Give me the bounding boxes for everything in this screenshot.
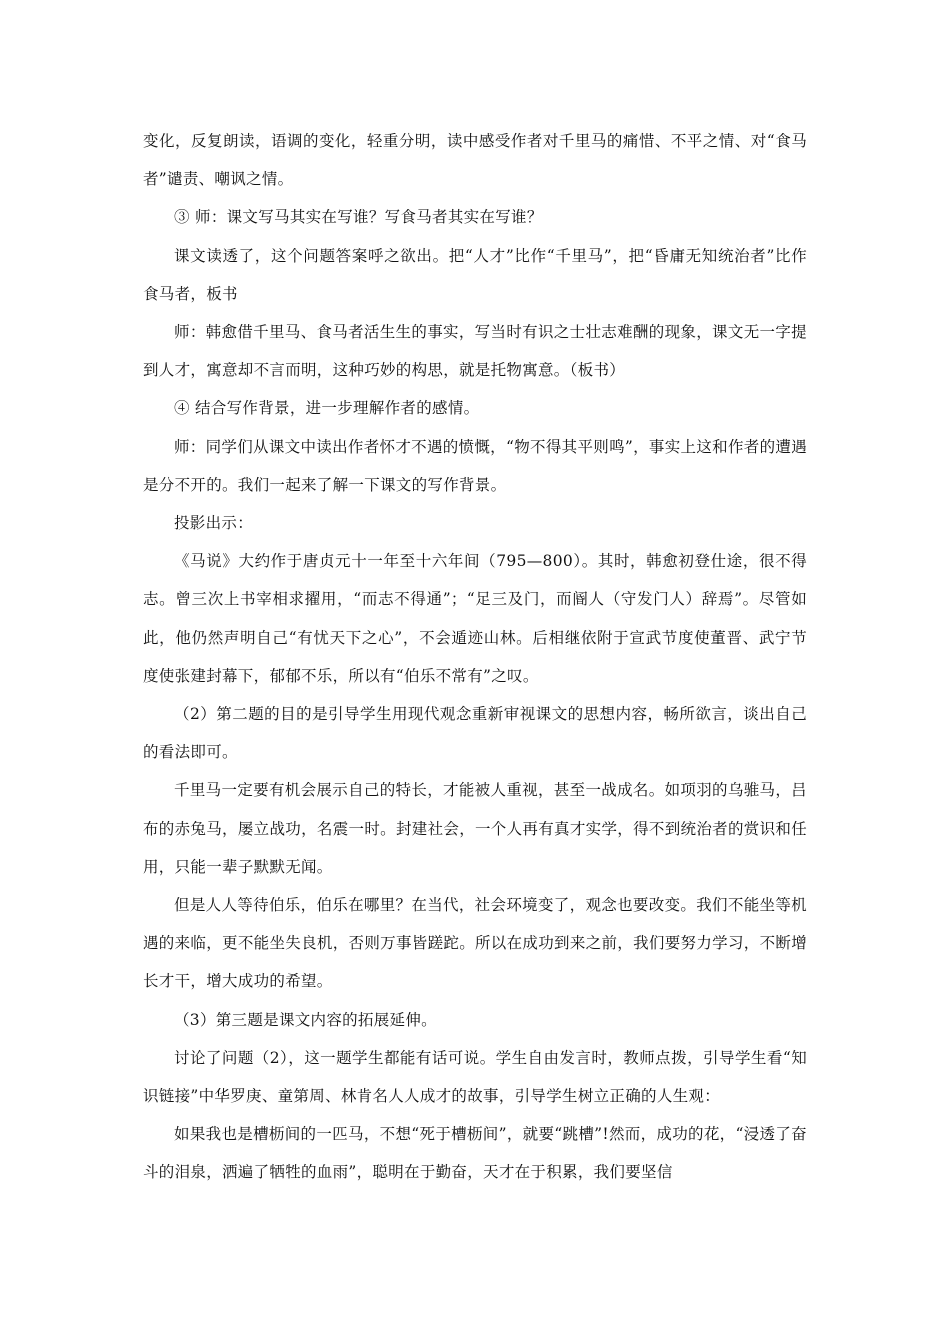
paragraph: 师：韩愈借千里马、食马者活生生的事实，写当时有识之士壮志难酬的现象，课文无一字提到人才，寓意却不言而明，这种巧妙的构思，就是托物寓意。（板书） — [143, 323, 807, 380]
paragraph: （3）第三题是课文内容的拓展延伸。 — [174, 1010, 437, 1029]
document-body — [143, 122, 807, 1192]
paragraph: 课文读透了，这个问题答案呼之欲出。把“人才”比作“千里马”，把“昏庸无知统治者”比作食马者，板书 — [143, 246, 807, 303]
paragraph: 投影出示： — [174, 514, 254, 533]
paragraph: 变化，反复朗读，语调的变化，轻重分明，读中感受作者对千里马的痛惜、不平之情、对“食马者”谴责、嘲讽之情。 — [143, 132, 807, 189]
paragraph: 但是人人等待伯乐，伯乐在哪里？在当代，社会环境变了，观念也要改变。我们不能坐等机遇的来临，更不能坐失良机，否则万事皆蹉跎。所以在成功到来之前，我们要努力学习，不断增长才干，增大成功的希望。 — [143, 896, 807, 991]
paragraph: （2）第二题的目的是引导学生用现代观念重新审视课文的思想内容，畅所欲言，谈出自己的看法即可。 — [143, 705, 807, 762]
paragraph: ③ 师：课文写马其实在写谁？写食马者其实在写谁？ — [174, 208, 543, 227]
paragraph: 讨论了问题（2），这一题学生都能有话可说。学生自由发言时，教师点拨，引导学生看“知识链接”中华罗庚、童第周、林肯名人人成才的故事，引导学生树立正确的人生观： — [143, 1048, 807, 1106]
paragraph: 师：同学们从课文中读出作者怀才不遇的愤慨，“物不得其平则鸣”，事实上这和作者的遭遇是分不开的。我们一起来了解一下课文的写作背景。 — [143, 437, 807, 494]
paragraph: 如果我也是槽枥间的一匹马，不想“死于槽枥间”，就要“跳槽”!然而，成功的花，“浸透了奋斗的泪泉，洒遍了牺牲的血雨”，聪明在于勤奋，天才在于积累，我们要坚信 — [143, 1125, 807, 1182]
quoted-background-paragraph: 《马说》大约作于唐贞元十一年至十六年间（795—800）。其时，韩愈初登仕途，很不得志。曾三次上书宰相求擢用，“而志不得通”；“足三及门，而阍人（守发门人）辞焉”。尽管如此，他仍然声明自己“有忧天下之心”，不会遁迹山林。后相继依附于宣武节度使董晋、武宁节度使张建封幕下，郁郁不乐，所以有“伯乐不常有”之叹。 — [143, 552, 807, 685]
paragraph: ④ 结合写作背景，进一步理解作者的感情。 — [174, 399, 480, 418]
paragraph: 千里马一定要有机会展示自己的特长，才能被人重视，甚至一战成名。如项羽的乌骓马，吕布的赤兔马，屡立战功，名震一时。封建社会，一个人再有真才实学，得不到统治者的赏识和任用，只能一辈子默默无闻。 — [143, 781, 807, 876]
